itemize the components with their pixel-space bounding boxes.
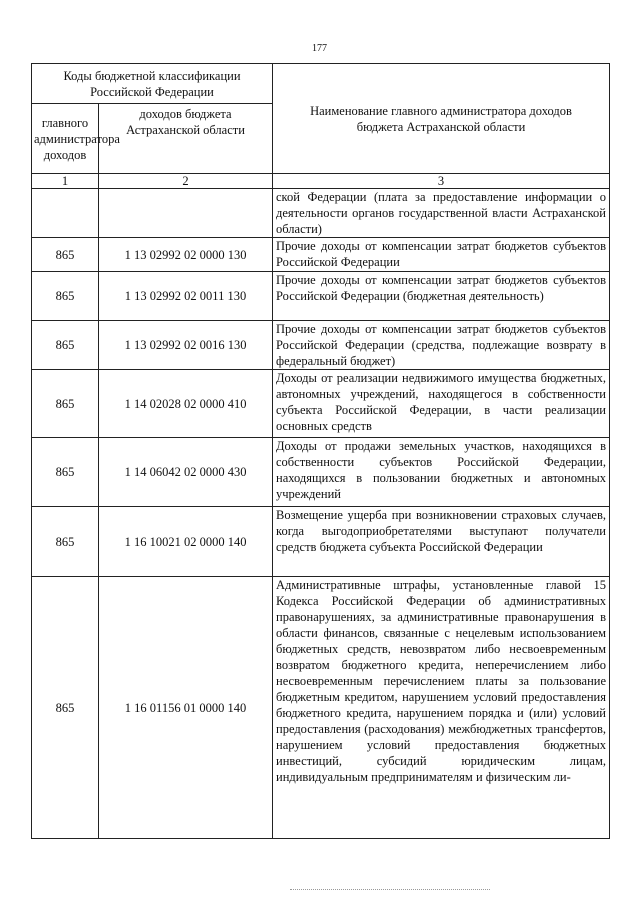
admin-code-cell: 865 (32, 370, 99, 438)
income-code-cell: 1 13 02992 02 0016 130 (99, 321, 273, 370)
table-row (32, 321, 610, 370)
table-row (32, 507, 610, 577)
admin-code-cell: 865 (32, 577, 99, 839)
table-row (32, 272, 610, 321)
income-code-cell: 1 16 10021 02 0000 140 (99, 507, 273, 577)
admin-code-cell: 865 (32, 438, 99, 507)
page-number: 177 (312, 43, 327, 54)
header-codes-group: Коды бюджетной классификации Российской Федерации (32, 64, 273, 104)
income-code-cell: 1 13 02992 02 0011 130 (99, 272, 273, 321)
table-row (32, 370, 610, 438)
budget-classification-table (31, 63, 610, 839)
table-row (32, 577, 610, 839)
column-index-3: 3 (273, 174, 610, 189)
column-index-2: 2 (99, 174, 273, 189)
income-code-cell: 1 14 06042 02 0000 430 (99, 438, 273, 507)
admin-code-cell: 865 (32, 321, 99, 370)
income-name-cell: Административные штрафы, установленные главой 15 Кодекса Российской Федерации об административных правонарушениях, за административные правонарушения в области финансов, связанные с нецелевым использованием бюджетных средств, невозвратом либо несвоевременным возвратом бюджетного кредита, неперечислением либо несвоевременным перечислением платы за пользование бюджетным кредитом, нарушением условий предоставления бюджетного кредита, нарушением порядка и (или) условий предоставления (расходования) межбюджетных трансфертов, нарушением условий предоставления бюджетных инвестиций, субсидий юридическим лицам, индивидуальным предпринимателям и физическим ли- (273, 577, 610, 839)
admin-code-cell: 865 (32, 507, 99, 577)
income-code-cell: 1 14 02028 02 0000 410 (99, 370, 273, 438)
income-name-cell: Прочие доходы от компенсации затрат бюджетов субъектов Российской Федерации (средства, подлежащие возврату в федеральный бюджет) (273, 321, 610, 370)
table-row (32, 438, 610, 507)
income-name-cell: ской Федерации (плата за предоставление информации о деятельности органов государственной власти Астраханской области) (273, 189, 610, 238)
income-code-cell: 1 16 01156 01 0000 140 (99, 577, 273, 839)
income-code-cell (99, 189, 273, 238)
header-admin-code: главного администратора доходов (32, 104, 99, 174)
income-name-cell: Прочие доходы от компенсации затрат бюджетов субъектов Российской Федерации (273, 238, 610, 272)
admin-code-cell (32, 189, 99, 238)
header-admin-name: Наименование главного администратора доходов бюджета Астраханской области (273, 64, 610, 174)
admin-code-cell: 865 (32, 238, 99, 272)
income-name-cell: Возмещение ущерба при возникновении страховых случаев, когда выгодоприобретателями выступают получатели средств бюджета субъекта Российской Федерации (273, 507, 610, 577)
column-index-1: 1 (32, 174, 99, 189)
income-name-cell: Доходы от реализации недвижимого имущества бюджетных, автономных учреждений, находящегося в собственности субъекта Российской Федерации, в части реализации основных средств (273, 370, 610, 438)
admin-code-cell: 865 (32, 272, 99, 321)
income-name-cell: Прочие доходы от компенсации затрат бюджетов субъектов Российской Федерации (бюджетная деятельность) (273, 272, 610, 321)
table-row (32, 238, 610, 272)
income-name-cell: Доходы от продажи земельных участков, находящихся в собственности субъектов Российской Федерации, находящихся в пользовании бюджетных и автономных учреждений (273, 438, 610, 507)
table-row (32, 189, 610, 238)
page-bottom-mark (290, 889, 490, 891)
income-code-cell: 1 13 02992 02 0000 130 (99, 238, 273, 272)
header-income-code: доходов бюджета Астраханской области (99, 104, 273, 174)
